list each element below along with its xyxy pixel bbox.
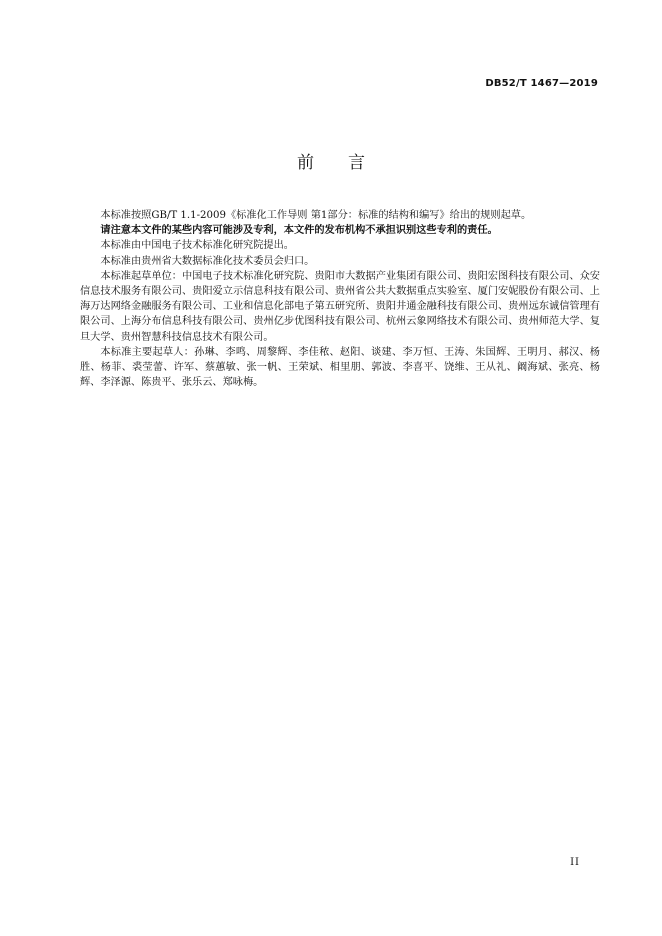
paragraph-drafters: 本标准主要起草人：孙琳、李鸣、周黎辉、李佳秾、赵阳、谈建、李万恒、王涛、朱国辉、王明月、郝汉、杨胜、杨菲、裘莹蕾、许军、蔡蕙敏、张一帆、王荣斌、相里朋、郭波、李喜平、饶维、王从礼、阚海斌、张亮、杨辉、李泽源、陈贵平、张乐云、郑咏梅。: [80, 346, 600, 389]
page-number: II: [570, 857, 580, 868]
paragraph-patent-notice: 请注意本文件的某些内容可能涉及专利，本文件的发布机构不承担识别这些专利的责任。: [100, 225, 498, 237]
paragraph-centralized: 本标准由贵州省大数据标准化技术委员会归口。: [100, 255, 315, 267]
paragraph-drafting-units: 本标准起草单位：中国电子技术标准化研究院、贵阳市大数据产业集团有限公司、贵阳宏图科技有限公司、众安信息技术服务有限公司、贵阳爱立示信息科技有限公司、贵州省公共大数据重点实验室、厦门安妮股份有限公司、上海万达网络金融服务有限公司、工业和信息化部电子第五研究所、贵阳井通金融科技有限公司、贵州远东诚信管理有限公司、上海分布信息科技有限公司、贵州亿步优图科技有限公司、杭州云象网络技术有限公司、贵州师范大学、复旦大学、贵州智慧科技信息技术有限公司。: [80, 270, 600, 343]
title-char-1: 前: [297, 153, 314, 173]
document-code: DB52/T 1467—2019: [485, 78, 598, 89]
paragraph-drafting-rules: 本标准按照GB/T 1.1-2009《标准化工作导则 第1部分：标准的结构和编写》给出的规则起草。: [100, 210, 532, 221]
title-char-2: 言: [348, 153, 365, 173]
paragraph-proposer: 本标准由中国电子技术标准化研究院提出。: [100, 240, 294, 252]
foreword-body: [80, 208, 600, 390]
page-title: [0, 148, 662, 173]
